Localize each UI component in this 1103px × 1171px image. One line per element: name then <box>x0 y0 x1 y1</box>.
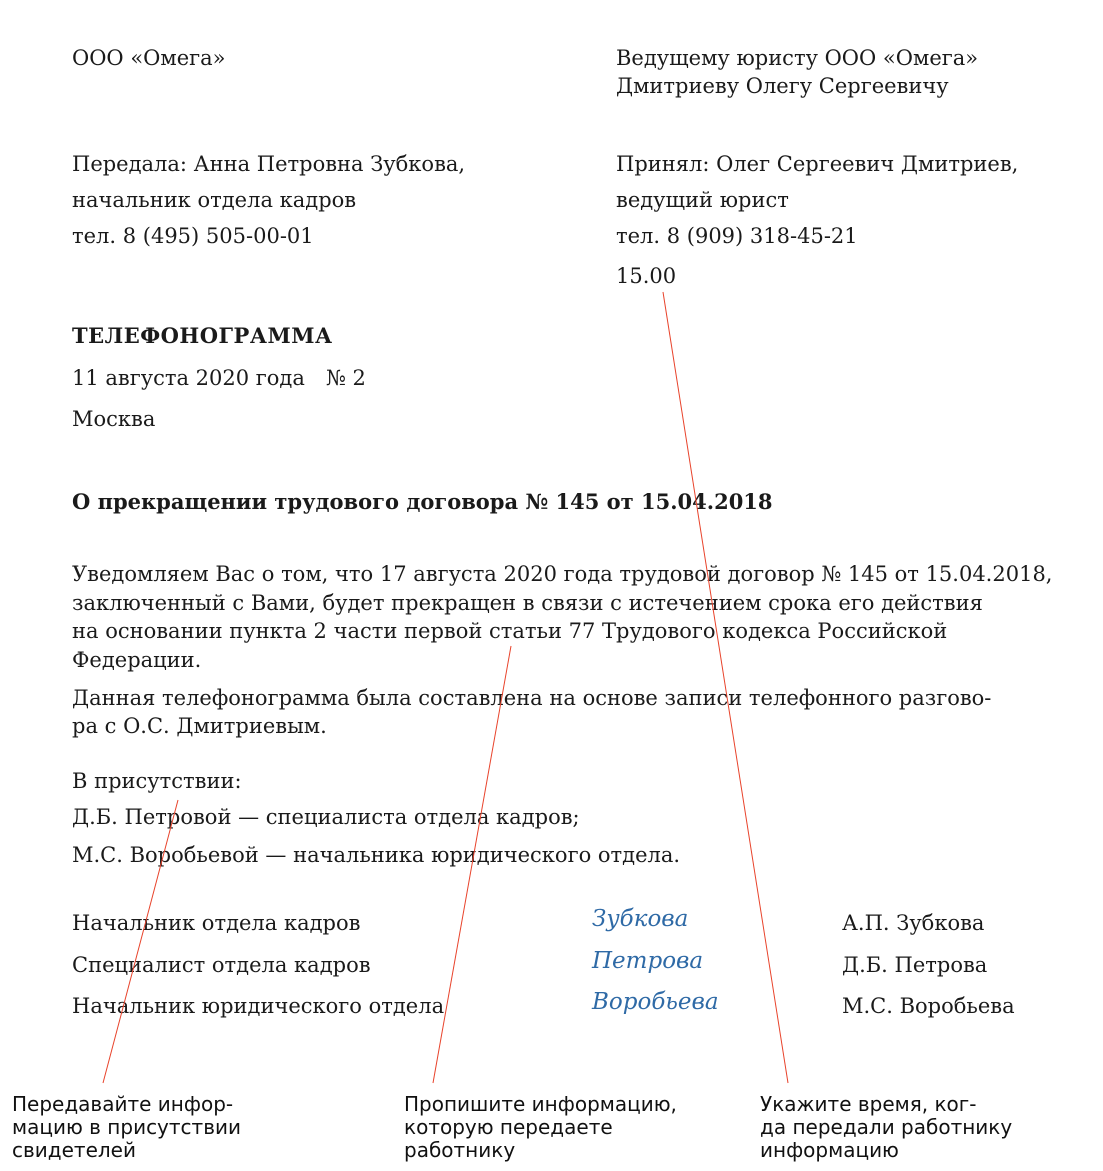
transmitted-by: Передала: Анна Петровна Зубкова, <box>72 152 466 176</box>
received-time: 15.00 <box>616 264 677 288</box>
body-p1-line: на основании пункта 2 части первой статьи 77 Трудового кодекса Российской <box>72 619 948 643</box>
received-phone: тел. 8 (909) 318-45-21 <box>616 224 858 248</box>
signature-position: Начальник отдела кадров <box>72 911 361 935</box>
annotation-line: Укажите время, ког- <box>760 1092 977 1116</box>
annotation-information <box>404 1093 677 1162</box>
leader-line-information <box>433 646 511 1083</box>
leader-line-time <box>663 292 788 1083</box>
body-p2-line: ра с О.С. Дмитриевым. <box>72 714 327 738</box>
presence-heading: В присутствии: <box>72 769 242 793</box>
body-p1-line: Федерации. <box>72 647 202 672</box>
transmitted-position: начальник отдела кадров <box>72 188 357 212</box>
signature-position: Начальник юридического отдела <box>72 994 445 1018</box>
annotation-line: Пропишите информацию, <box>404 1092 677 1116</box>
document-subject: О прекращении трудового договора № 145 от 15.04.2018 <box>72 489 773 514</box>
annotation-line: свидетелей <box>12 1138 136 1162</box>
body-p1-line: заключенный с Вами, будет прекращен в связи с истечением срока его действия <box>72 590 983 615</box>
sender-organization: ООО «Омега» <box>72 46 226 70</box>
handwritten-signature: Зубкова <box>592 906 689 932</box>
handwritten-signature: Петрова <box>592 948 704 974</box>
document-type: ТЕЛЕФОНОГРАММА <box>72 323 333 348</box>
annotation-line: которую передаете <box>404 1115 613 1139</box>
signature-name: М.С. Воробьева <box>842 994 1015 1018</box>
witness-2: М.С. Воробьевой — начальника юридического отдела. <box>72 843 681 867</box>
handwritten-signature: Воробьева <box>592 989 719 1015</box>
signature-position: Специалист отдела кадров <box>72 953 371 977</box>
recipient-line-2: Дмитриеву Олегу Сергеевичу <box>616 74 949 98</box>
received-position: ведущий юрист <box>616 188 789 212</box>
annotation-line: да передали работнику <box>760 1115 1013 1139</box>
annotation-time <box>760 1093 1012 1162</box>
annotation-line: мацию в присутствии <box>12 1115 241 1139</box>
signature-name: Д.Б. Петрова <box>842 953 988 977</box>
annotation-line: Передавайте инфор- <box>12 1092 234 1116</box>
body-p2-line: Данная телефонограмма была составлена на основе записи телефонного разгово- <box>72 686 992 710</box>
document-date: 11 августа 2020 года <box>72 366 305 390</box>
body-p1-line: Уведомляем Вас о том, что 17 августа 2020 года трудовой договор № 145 от 15.04.2018, <box>72 562 1053 586</box>
document-city: Москва <box>72 407 156 431</box>
signature-name: А.П. Зубкова <box>842 911 985 935</box>
document-number: № 2 <box>326 366 366 390</box>
recipient-line-1: Ведущему юристу ООО «Омега» <box>616 46 979 70</box>
received-by: Принял: Олег Сергеевич Дмитриев, <box>616 152 1019 176</box>
leader-line-witnesses <box>103 800 178 1083</box>
transmitted-phone: тел. 8 (495) 505-00-01 <box>72 224 314 248</box>
annotation-line: работнику <box>404 1138 516 1162</box>
annotation-line: информацию <box>760 1138 899 1162</box>
annotation-witnesses <box>12 1093 241 1162</box>
witness-1: Д.Б. Петровой — специалиста отдела кадров; <box>72 805 580 829</box>
